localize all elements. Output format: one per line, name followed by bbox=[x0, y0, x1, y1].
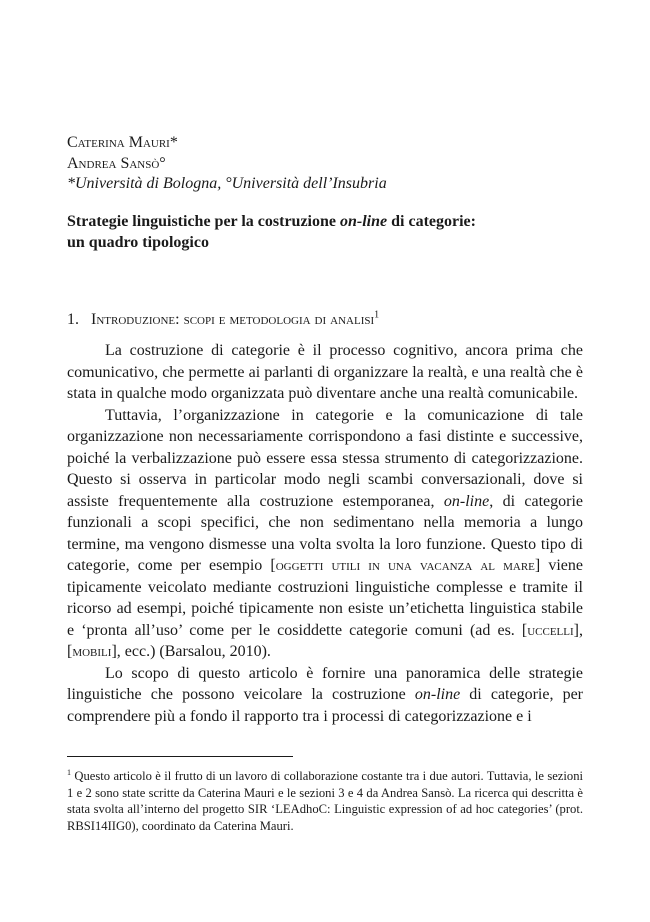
text-run: Lo scopo di questo articolo è fornire una panoramica delle strategie linguistiche che possono veicolare la costruzione bbox=[67, 664, 583, 703]
title-line-1 bbox=[67, 212, 587, 233]
section-heading bbox=[67, 310, 587, 330]
category-label: oggetti utili in una vacanza al mare bbox=[275, 557, 535, 574]
title-italic-term: on-line bbox=[340, 213, 388, 230]
text-run: di categorie, per comprendere più a fondo il rapporto tra i processi di categorizzazione e i bbox=[67, 686, 584, 725]
author-block bbox=[67, 133, 587, 195]
paragraph-2 bbox=[67, 405, 583, 663]
footnote bbox=[67, 768, 583, 834]
footnote-text: Questo articolo è il frutto di un lavoro di collaborazione costante tra i due autori. Tuttavia, le sezioni 1 e 2 sono state scritte da Caterina Mauri e le sezioni 3 e 4 da Andrea Sansò. La ricerca qui descritta è stata svolta all’interno del progetto SIR ‘LEAdhoC: Linguistic expression of ad hoc categories’ (prot. RBSI14IIG0), coordinato da Caterina Mauri. bbox=[67, 769, 583, 833]
text-run: ], [ bbox=[67, 621, 583, 660]
title-text: Strategie linguistiche per la costruzione bbox=[67, 213, 340, 230]
paragraph-3 bbox=[67, 663, 583, 728]
title-line-2: un quadro tipologico bbox=[67, 233, 209, 251]
text-run: ], ecc.) (Barsalou, 2010). bbox=[111, 643, 271, 660]
author-name-1: Caterina Mauri* bbox=[67, 134, 178, 151]
footnote-reference: 1 bbox=[374, 309, 380, 321]
text-run: , di categorie funzionali a scopi specifici, che non sedimentano nella memoria a lungo termine, ma vengono dismesse una volta svolta la loro funzione. Questo tipo di categorie, come per esempio [ bbox=[67, 492, 583, 574]
paragraph-1: La costruzione di categorie è il processo cognitivo, ancora prima che comunicativo, che permette ai parlanti di organizzare la realtà, e una realtà che è stata in qualche modo organizzata può diventare anche una realtà comunicabile. bbox=[67, 342, 583, 402]
italic-term: on-line bbox=[443, 492, 490, 510]
author-name-2: Andrea Sansò° bbox=[67, 154, 166, 172]
text-run: ] viene tipicamente veicolato mediante costruzioni linguistiche complesse e tramite il ricorso ad esempi, poiché tipicamente non esiste un’etichetta linguistica stabile e ‘pronta all’uso’ come per le cosiddette categorie comuni (ad es. [ bbox=[67, 557, 583, 639]
section-number: 1. bbox=[67, 311, 79, 328]
title-text: di categorie: bbox=[387, 213, 476, 230]
category-label: uccelli bbox=[527, 621, 574, 639]
footnote-mark: 1 bbox=[67, 767, 71, 777]
article-title bbox=[67, 212, 587, 253]
category-label: mobili bbox=[72, 643, 112, 660]
author-affiliation: *Università di Bologna, °Università dell’Insubria bbox=[67, 175, 387, 192]
section-title: Introduzione: scopi e metodologia di analisi bbox=[91, 311, 375, 328]
text-run: Tuttavia, l’organizzazione in categorie e la comunicazione di tale organizzazione non necessariamente corrispondono a fasi distinte e successive, poiché la verbalizzazione può essere essa stessa strumento di categorizzazione. Questo si osserva in particolar modo negli scambi conversazionali, dove si assiste frequentemente alla costruzione estemporanea, bbox=[67, 406, 583, 510]
footnote-divider bbox=[67, 756, 293, 757]
body-text bbox=[67, 340, 583, 727]
italic-term: on-line bbox=[414, 686, 461, 703]
